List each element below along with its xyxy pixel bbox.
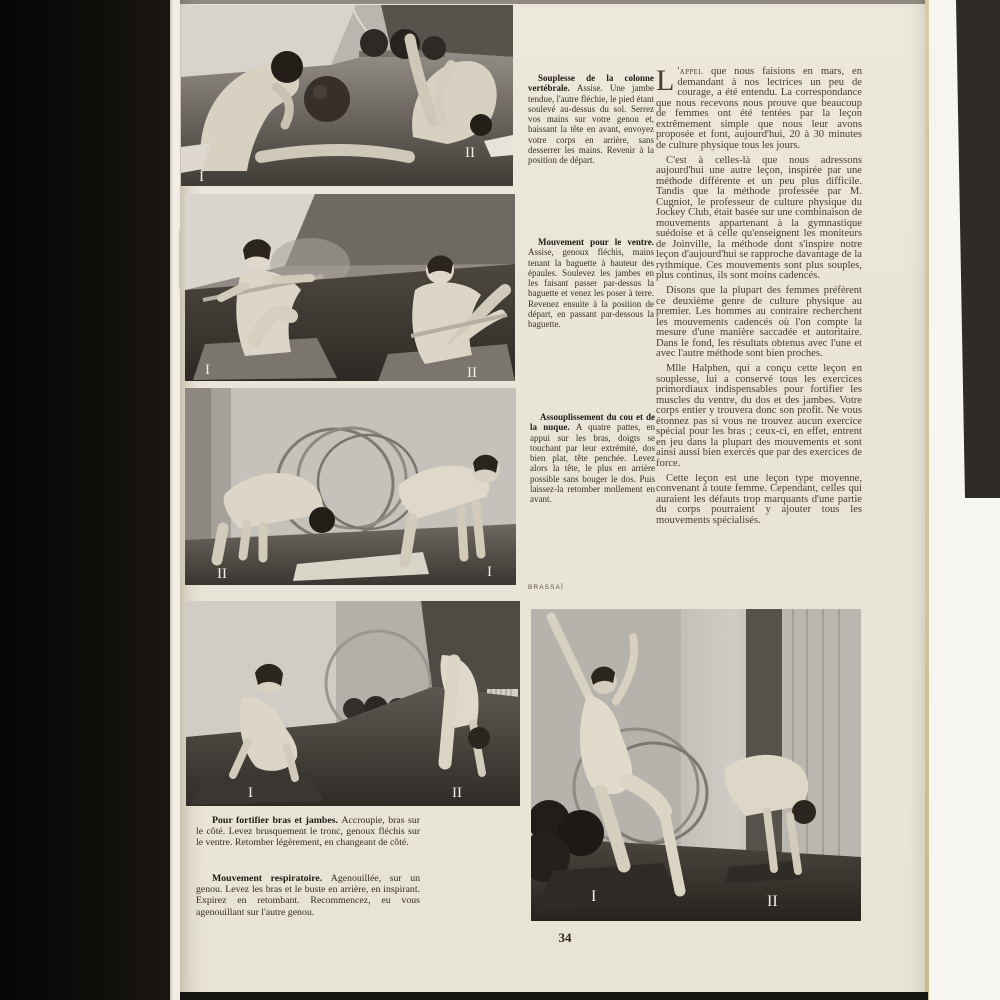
figure-numeral: I [205, 362, 210, 378]
caption-stomach-movement [528, 237, 654, 330]
article-lead: 'appel [677, 66, 704, 77]
photo-illustration [185, 388, 516, 585]
photo-exercise-spine [181, 5, 513, 186]
photo-exercise-breathing [531, 609, 861, 921]
caption-body: Assise. Une jambe tendue, l'autre fléchie, le pied étant soulevé au-dessus du sol. Serrez vos mains sur votre genou et, baissant la tête en avant, envoyez votre corps en arrière, sans desserrer les mains. Revenir à la position de départ. [528, 83, 654, 166]
figure-head [468, 727, 490, 749]
medicine-ball [360, 29, 388, 57]
caption-body: Accroupie, bras sur le côté. Levez brusquement le tronc, genoux fléchis sur le ventre. Retomber légèrement, en changeant de côté. [196, 815, 420, 849]
photo-illustration [531, 609, 861, 921]
caption-spine-flexibility [528, 73, 654, 166]
caption-title: Mouvement respiratoire. [212, 873, 323, 884]
figure-head [271, 51, 303, 83]
photo-credit: BRASSAÏ [528, 584, 564, 591]
figure-head [792, 800, 816, 824]
figure-numeral: II [467, 365, 477, 381]
medicine-ball [422, 36, 446, 60]
article-body [656, 64, 863, 531]
caption-title: Mouvement pour le ventre. [538, 237, 654, 247]
figure-numeral: I [591, 888, 597, 905]
caption-breathing [196, 873, 420, 918]
figure-head [470, 114, 492, 136]
article-paragraph [656, 64, 863, 151]
figure-numeral: I [487, 564, 492, 580]
page-edge [170, 0, 180, 1000]
article-paragraph: Cette leçon est une leçon type moyenne, convenant à toute femme. Cependant, celles qui auraient les défauts trop marquants d'une partie du corps pourraient y ajouter tous les mouvements spécialisés. [656, 472, 862, 526]
figure-head [309, 507, 335, 533]
page-number: 34 [558, 930, 572, 945]
page-top-shadow [180, 0, 925, 4]
figure-numeral: II [767, 893, 778, 910]
article-paragraph: C'est à celles-là que nous adressons aujourd'hui une autre leçon, inspirée par une méthode différente et un peu plus difficile. Tandis que la méthode professée par M. Cugniot, le professeur de culture physique du Jockey Club, était basée sur une combinaison de mouvements appartenant à la gymnastique suédoise et à celle qu'enseignent les moniteurs de Joinville, la méthode dont s'inspire notre leçon d'aujourd'hui se rapproche davantage de la rythmique. Ces mouvements sont plus souples, plus continus, ils sont moins cadencés. [656, 154, 862, 281]
figure-numeral: I [199, 169, 204, 185]
photo-illustration [185, 194, 515, 381]
caption-title: Souplesse de la colonne vertébrale. [528, 73, 654, 94]
article-paragraph: Disons que la plupart des femmes préfèrent ce deuxième genre de culture physique au premier. Les hommes au contraire recherchent les mouvements cadencés où l'on compte la mesure d'une manière saccadée et autoritaire. Dans le fond, les résultats obtenus avec l'une et avec l'autre méthode sont bien proches. [656, 285, 862, 359]
caption-arms-legs [196, 815, 420, 849]
photo-exercise-neck [185, 388, 516, 585]
exercise-ball [304, 76, 350, 122]
figure-numeral: II [217, 566, 227, 582]
caption-neck-suppleness [530, 412, 655, 505]
figure-numeral: II [465, 145, 475, 161]
caption-title: Pour fortifier bras et jambes. [212, 815, 338, 826]
photo-exercise-stomach [185, 194, 515, 381]
caption-body: Agenouillée, sur un genou. Levez les bras et le buste en arrière, en inspirant. Expirez en retombant. Recommencez, eu vous agenouillant sur l'autre genou. [196, 873, 420, 918]
article-paragraph-text: que nous faisions en mars, en demandant à nos lectrices un peu de courage, a été entendu. La correspondance que nous recevons nous prouve que beaucoup de femmes ont été tentées par la leçon extrêmement simple que nous leur avons proposée et font, aujourd'hui, 20 à 30 minutes de culture physique tous les jours. [656, 66, 863, 151]
figure-numeral: II [452, 785, 462, 801]
article-paragraph: Mlle Halphen, qui a conçu cette leçon en souplesse, lui a conservé tous les exercices primordiaux indispensables pour fortifier les muscles du ventre, du dos et des jambes. Votre corps entier y trouvera donc son profit. Ne vous étonnez pas si vous ne trouvez aucun exercice spécial pour les bras ; ceux-ci, en effet, entrent en jeu dans la plupart des mouvements et sont ainsi aussi bien exercés que par des exercices de force. [656, 363, 862, 469]
caption-title: Assouplissement du cou et de la nuque. [530, 412, 655, 433]
figure-numeral: I [248, 785, 253, 801]
photo-exercise-arms-legs [186, 601, 520, 806]
photo-illustration [186, 601, 520, 806]
curtain-fold [746, 609, 782, 865]
caption-body: A quatre pattes, en appui sur les bras, doigts se touchant par leur extrémité, dos bien plat, tête penchée. Levez alors la tête, le plus en arrière possible sans bouger le dos. Puis laissez-la retomber mollement en avant. [530, 422, 655, 505]
caption-body: Assise, genoux fléchis, mains tenant la baguette à hauteur des épaules. Soulevez les jambes en les faisant passer par-dessus la baguette et venez les poser à terre. Revenez ensuite à la position de départ, en passant par-dessous la baguette. [528, 247, 654, 330]
book-spine-shadow [0, 0, 170, 1000]
dropcap: L [656, 64, 675, 97]
photo-illustration [181, 5, 513, 186]
page-bottom-shadow [180, 992, 928, 1000]
